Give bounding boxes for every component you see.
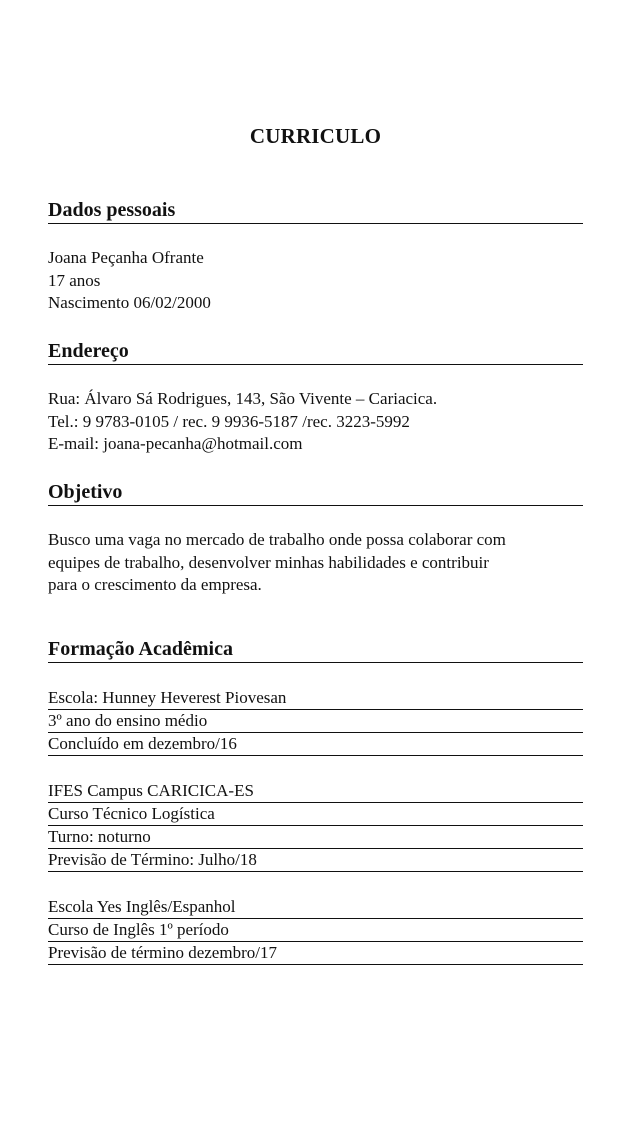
education-line: Curso de Inglês 1º período bbox=[48, 919, 583, 942]
education-line: Previsão de Término: Julho/18 bbox=[48, 849, 583, 872]
objective-line: Busco uma vaga no mercado de trabalho onde possa colaborar com bbox=[48, 530, 506, 549]
education-line: Turno: noturno bbox=[48, 826, 583, 849]
education-group bbox=[48, 780, 583, 872]
section-education bbox=[48, 636, 583, 965]
objective-text bbox=[48, 529, 583, 597]
education-line: Concluído em dezembro/16 bbox=[48, 733, 583, 756]
age: 17 anos bbox=[48, 270, 101, 290]
personal-data-text bbox=[48, 247, 583, 315]
section-heading: Formação Acadêmica bbox=[48, 636, 583, 663]
section-personal-data bbox=[48, 197, 583, 315]
section-heading: Dados pessoais bbox=[48, 197, 583, 224]
birth-date: Nascimento 06/02/2000 bbox=[48, 293, 211, 312]
address-text bbox=[48, 388, 583, 456]
education-line: IFES Campus CARICICA-ES bbox=[48, 780, 583, 803]
phone-numbers: Tel.: 9 9783-0105 / rec. 9 9936-5187 /rec. 3223-5992 bbox=[48, 411, 410, 431]
section-address bbox=[48, 338, 583, 456]
objective-line: para o crescimento da empresa. bbox=[48, 575, 262, 594]
education-line: Previsão de término dezembro/17 bbox=[48, 942, 583, 965]
street-address: Rua: Álvaro Sá Rodrigues, 143, São Vivente – Cariacica. bbox=[48, 389, 438, 408]
section-heading: Objetivo bbox=[48, 479, 583, 506]
section-objective bbox=[48, 479, 583, 597]
education-line: Escola Yes Inglês/Espanhol bbox=[48, 896, 583, 919]
education-list bbox=[48, 687, 583, 965]
full-name: Joana Peçanha Ofrante bbox=[48, 248, 204, 267]
education-line: 3º ano do ensino médio bbox=[48, 710, 583, 733]
objective-line: equipes de trabalho, desenvolver minhas habilidades e contribuir bbox=[48, 552, 489, 572]
page-title: CURRICULO bbox=[249, 124, 382, 148]
section-heading: Endereço bbox=[48, 338, 583, 365]
education-line: Curso Técnico Logística bbox=[48, 803, 583, 826]
email-address: E-mail: joana-pecanha@hotmail.com bbox=[48, 434, 303, 453]
education-group bbox=[48, 896, 583, 965]
education-group bbox=[48, 687, 583, 756]
education-line: Escola: Hunney Heverest Piovesan bbox=[48, 687, 583, 710]
